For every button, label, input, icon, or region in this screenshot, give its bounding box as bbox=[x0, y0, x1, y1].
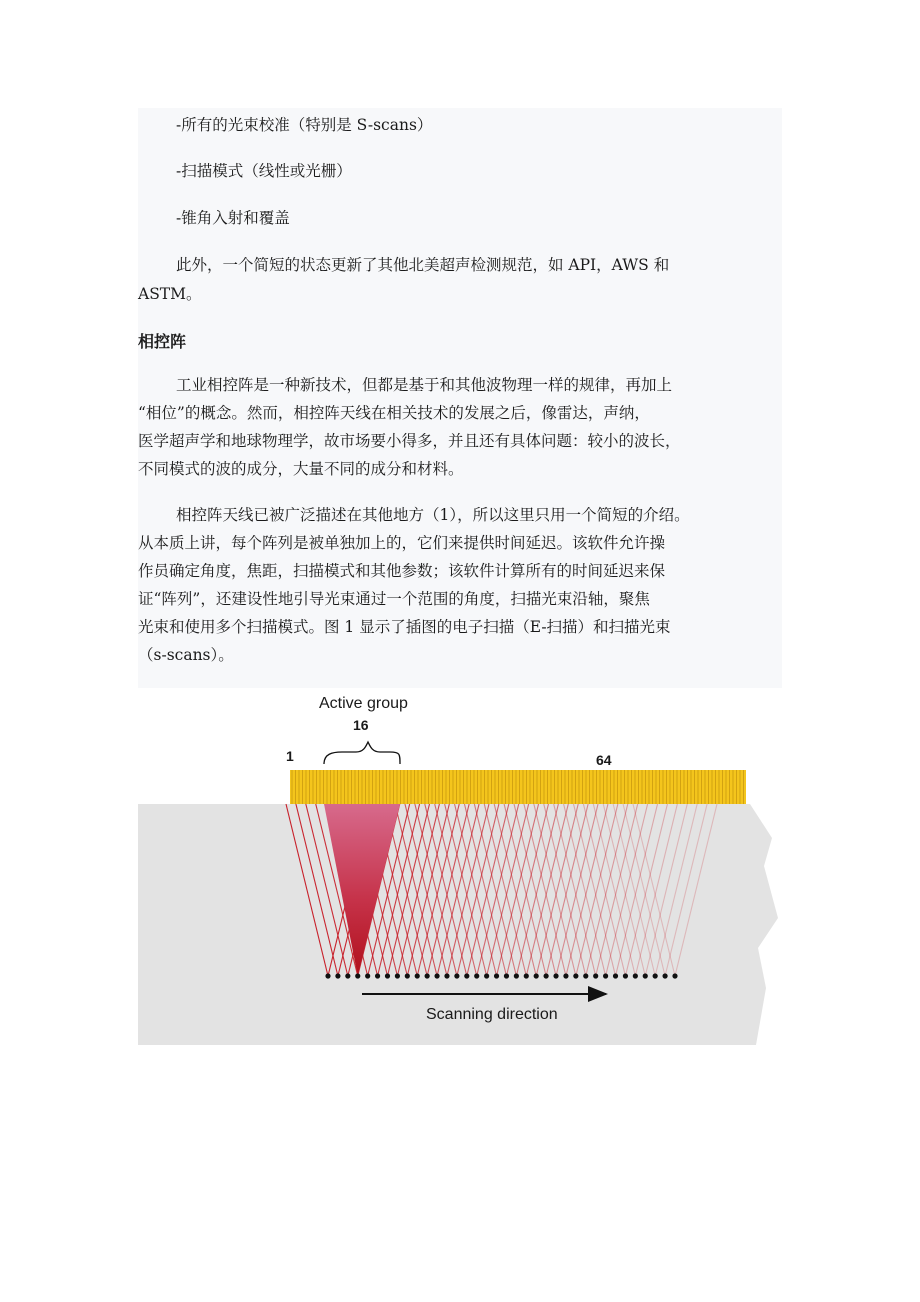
figure-svg bbox=[138, 688, 782, 1045]
active-group-brace bbox=[324, 742, 400, 764]
active-group-label: Active group bbox=[319, 695, 408, 712]
focal-point bbox=[544, 973, 549, 978]
para2-line: 医学超声学和地球物理学，故市场要小得多，并且还有具体问题：较小的波长， bbox=[138, 432, 681, 450]
para3-line: 作员确定角度，焦距，扫描模式和其他参数；该软件计算所有的时间延迟来保 bbox=[138, 562, 666, 580]
focal-point bbox=[593, 973, 598, 978]
last-element-label: 64 bbox=[596, 752, 612, 768]
first-element-label: 1 bbox=[286, 748, 294, 764]
para3-line: 相控阵天线已被广泛描述在其他地方（1），所以这里只用一个简短的介绍。 bbox=[176, 506, 690, 524]
para1-line: 此外，一个简短的状态更新了其他北美超声检测规范，如 API，AWS 和 bbox=[176, 256, 670, 274]
focal-point bbox=[534, 973, 539, 978]
focal-point bbox=[365, 973, 370, 978]
para3-line: 从本质上讲，每个阵列是被单独加上的，它们来提供时间延迟。该软件允许操 bbox=[138, 534, 666, 552]
focal-point bbox=[653, 973, 658, 978]
focal-point bbox=[335, 973, 340, 978]
focal-point bbox=[553, 973, 558, 978]
focal-point bbox=[375, 973, 380, 978]
para3-line: 证“阵列”，还建设性地引导光束通过一个范围的角度，扫描光束沿轴，聚焦 bbox=[138, 590, 650, 608]
para1-line: ASTM。 bbox=[138, 285, 202, 303]
bullet-scan-mode: -扫描模式（线性或光栅） bbox=[176, 162, 352, 180]
para2-line: 工业相控阵是一种新技术，但都是基于和其他波物理一样的规律，再加上 bbox=[176, 376, 673, 394]
focal-point bbox=[583, 973, 588, 978]
section-heading: 相控阵 bbox=[138, 332, 187, 351]
focal-point bbox=[385, 973, 390, 978]
focal-point bbox=[425, 973, 430, 978]
focal-point bbox=[633, 973, 638, 978]
bullet-calibration: -所有的光束校准（特别是 S-scans） bbox=[176, 116, 433, 134]
focal-point bbox=[514, 973, 519, 978]
para3-line: 光束和使用多个扫描模式。图 1 显示了插图的电子扫描（E-扫描）和扫描光束 bbox=[138, 618, 671, 636]
focal-point bbox=[355, 973, 360, 978]
bullet-cone-angle: -锥角入射和覆盖 bbox=[176, 209, 290, 227]
focal-point bbox=[454, 973, 459, 978]
focal-point bbox=[573, 973, 578, 978]
para2-line: “相位”的概念。然而，相控阵天线在相关技术的发展之后，像雷达，声纳， bbox=[138, 404, 650, 422]
focal-point bbox=[643, 973, 648, 978]
focal-point bbox=[613, 973, 618, 978]
focal-point bbox=[484, 973, 489, 978]
focal-point bbox=[623, 973, 628, 978]
para2-line: 不同模式的波的成分，大量不同的成分和材料。 bbox=[138, 460, 464, 478]
focal-point bbox=[474, 973, 479, 978]
focal-point bbox=[464, 973, 469, 978]
focal-point bbox=[405, 973, 410, 978]
focal-point bbox=[494, 973, 499, 978]
focal-point bbox=[504, 973, 509, 978]
phased-array-figure bbox=[138, 688, 782, 1045]
focal-point bbox=[524, 973, 529, 978]
focal-point bbox=[662, 973, 667, 978]
scan-direction-label: Scanning direction bbox=[426, 1006, 558, 1023]
focal-point bbox=[603, 973, 608, 978]
focal-point bbox=[434, 973, 439, 978]
focal-point bbox=[395, 973, 400, 978]
focal-point bbox=[444, 973, 449, 978]
focal-point bbox=[345, 973, 350, 978]
focal-point bbox=[672, 973, 677, 978]
focal-point bbox=[415, 973, 420, 978]
focal-point bbox=[563, 973, 568, 978]
focal-point bbox=[325, 973, 330, 978]
group-size-label: 16 bbox=[353, 717, 369, 733]
para3-line: （s-scans）。 bbox=[138, 646, 234, 664]
